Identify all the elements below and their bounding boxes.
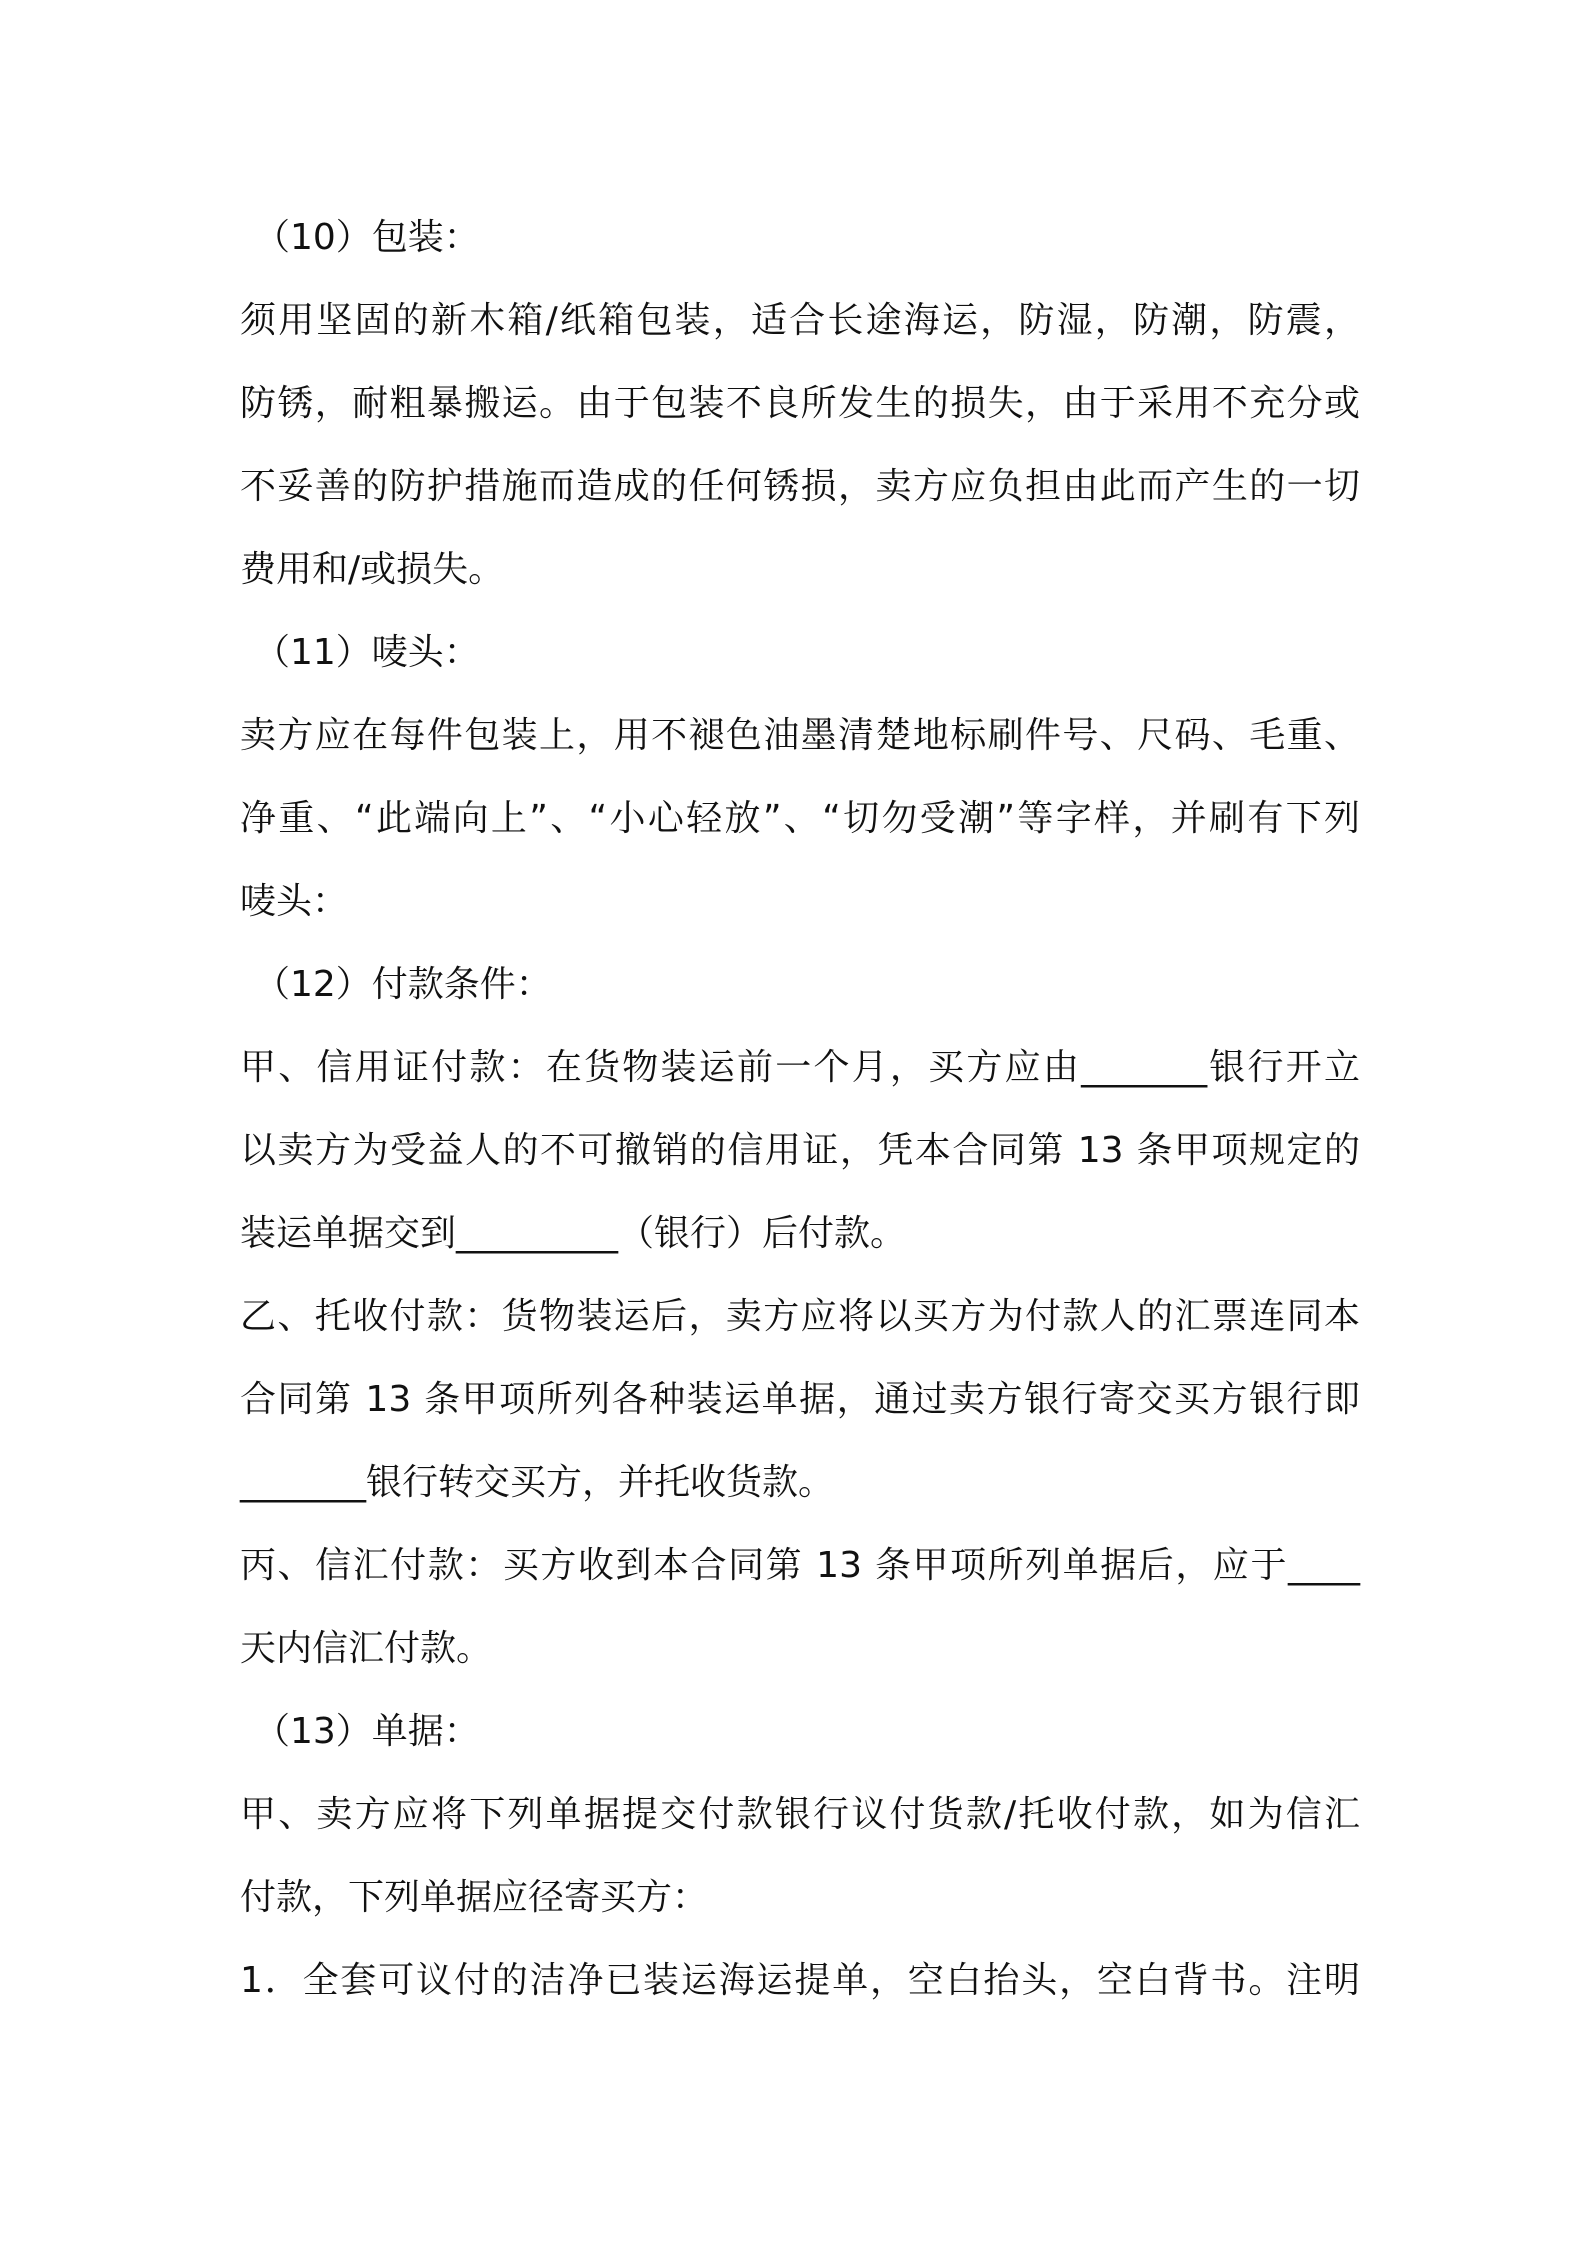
section-heading-payment-terms: （12）付款条件：	[254, 964, 552, 1005]
paragraph-line: 净重、“此端向上”、“小心轻放”、“切勿受潮”等字样，并刷有下列	[240, 798, 1360, 839]
paragraph-line: 装运单据交到_________（银行）后付款。	[240, 1213, 907, 1254]
paragraph-line: 甲、信用证付款：在货物装运前一个月，买方应由_______银行开立	[240, 1047, 1360, 1088]
paragraph-line: 须用坚固的新木箱/纸箱包装，适合长途海运，防湿，防潮，防震，	[240, 300, 1360, 341]
paragraph-line: 卖方应在每件包装上，用不褪色油墨清楚地标刷件号、尺码、毛重、	[240, 715, 1360, 756]
section-heading-documents: （13）单据：	[254, 1711, 480, 1752]
paragraph-line: 合同第 13 条甲项所列各种装运单据，通过卖方银行寄交买方银行即	[240, 1379, 1360, 1420]
paragraph-line: _______银行转交买方，并托收货款。	[240, 1462, 835, 1503]
paragraph-line: 天内信汇付款。	[240, 1628, 493, 1669]
paragraph-line: 费用和/或损失。	[240, 549, 505, 590]
paragraph-line: 丙、信汇付款：买方收到本合同第 13 条甲项所列单据后，应于____	[240, 1545, 1360, 1586]
paragraph-line: 乙、托收付款：货物装运后，卖方应将以买方为付款人的汇票连同本	[240, 1296, 1360, 1337]
paragraph-line: 付款，下列单据应径寄买方：	[240, 1877, 709, 1918]
paragraph-line: 唛头：	[240, 881, 349, 922]
paragraph-line: 以卖方为受益人的不可撤销的信用证，凭本合同第 13 条甲项规定的	[240, 1130, 1360, 1171]
section-heading-packing: （10）包装：	[254, 217, 480, 258]
paragraph-line: 不妥善的防护措施而造成的任何锈损，卖方应负担由此而产生的一切	[240, 466, 1360, 507]
section-heading-marks: （11）唛头：	[254, 632, 480, 673]
document-body	[240, 196, 1360, 2022]
paragraph-line: 甲、卖方应将下列单据提交付款银行议付货款/托收付款，如为信汇	[240, 1794, 1360, 1835]
paragraph-line: 1．全套可议付的洁净已装运海运提单，空白抬头，空白背书。注明	[240, 1960, 1360, 2001]
paragraph-line: 防锈，耐粗暴搬运。由于包装不良所发生的损失，由于采用不充分或	[240, 383, 1360, 424]
